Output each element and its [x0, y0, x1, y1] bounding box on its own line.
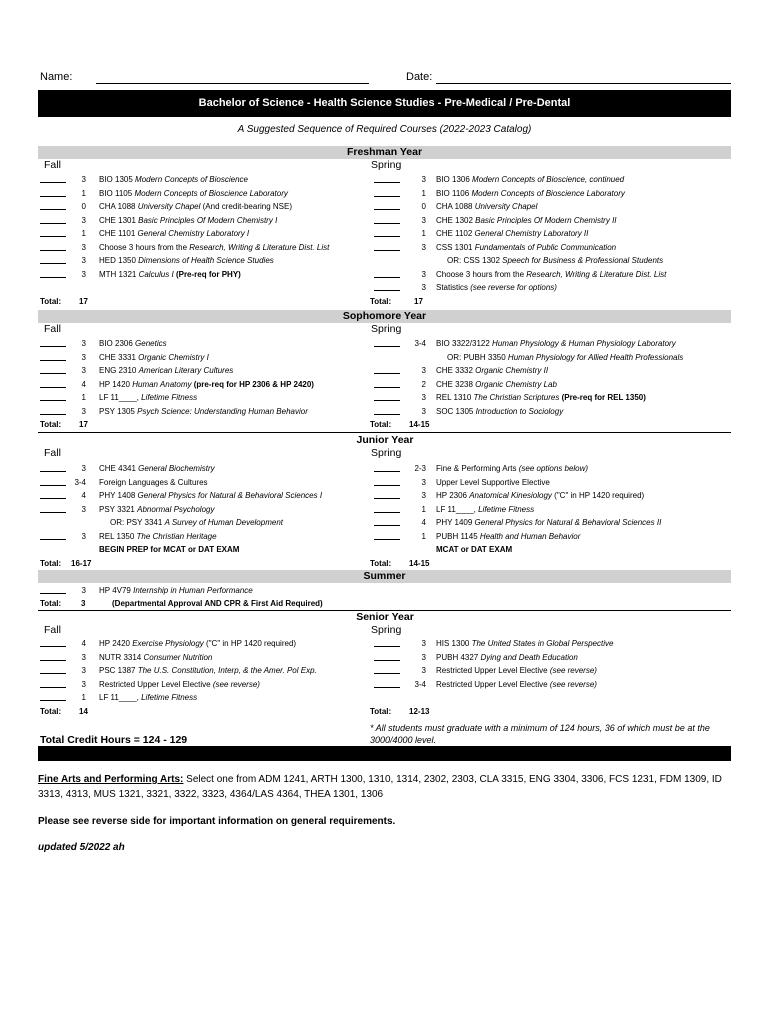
junior-fall-course-row: [40, 476, 390, 489]
credit-hours: 3: [81, 504, 86, 514]
course-name: CSS 1301 Fundamentals of Public Communication: [436, 242, 617, 252]
credit-hours: 3: [81, 679, 86, 689]
fine-arts-label: Fine Arts and Performing Arts:: [38, 774, 184, 785]
course-name: OR: PUBH 3350 Human Physiology for Allied Health Professionals: [447, 352, 684, 362]
course-name: OR: PSY 3341 A Survey of Human Development: [110, 518, 283, 527]
credit-hours: 3: [81, 666, 86, 675]
credit-hours: 3-4: [74, 477, 86, 487]
freshman-fall-course-row: [40, 173, 390, 186]
course-name: BIO 1306 Modern Concepts of Bioscience, continued: [436, 175, 625, 184]
total-value: 12-13: [409, 707, 430, 716]
total-value: 14-15: [409, 559, 430, 568]
course-name: PHY 1409 General Physics for Natural & Behavioral Sciences II: [436, 518, 662, 527]
senior-fall-course-row: [40, 637, 390, 650]
credit-hours: 3: [81, 256, 86, 265]
credit-hours: 2-3: [414, 464, 426, 473]
credit-hours: 3: [81, 175, 86, 184]
junior-fall-course-row: [40, 462, 390, 475]
sophomore-fall-course-row: [40, 351, 390, 364]
credit-hours: 0: [421, 202, 426, 211]
freshman-spring-course-row: [374, 227, 724, 240]
junior-fall-course-row: [40, 516, 390, 529]
senior-fall-course-row: [40, 678, 390, 691]
credit-hours: 4: [81, 491, 86, 500]
freshman-spring-course-row: [374, 254, 724, 267]
credit-hours: 3: [421, 491, 426, 500]
course-name: BIO 3322/3122 Human Physiology & Human Physiology Laboratory: [436, 339, 676, 348]
senior-spring-course-row: [374, 678, 724, 691]
credit-hours: 1: [81, 393, 86, 402]
total-value: 3: [81, 599, 86, 608]
course-name: Foreign Languages & Cultures: [99, 477, 208, 487]
course-name: Choose 3 hours from the Research, Writing & Literature Dist. List: [99, 242, 330, 252]
course-name: Restricted Upper Level Elective (see reverse): [436, 679, 597, 689]
credit-hours: 3: [81, 215, 86, 225]
course-name: REL 1350 The Christian Heritage: [99, 531, 217, 541]
course-name: ENG 2310 American Literary Cultures: [99, 366, 234, 375]
course-name: HED 1350 Dimensions of Health Science Studies: [99, 256, 274, 265]
freshman-fall-label: Fall: [44, 159, 61, 171]
freshman-fall-course-row: [40, 254, 390, 267]
junior-spring-course-row: [374, 516, 724, 529]
name-field[interactable]: [96, 83, 369, 84]
credit-hours: 3: [421, 393, 426, 402]
credit-hours: 1: [421, 188, 426, 198]
freshman-spring-course-row: [374, 173, 724, 186]
course-name: Upper Level Supportive Elective: [436, 477, 550, 487]
course-name: BEGIN PREP for MCAT or DAT EXAM: [99, 545, 240, 554]
sophomore-spring-course-row: [374, 351, 724, 364]
senior-spring-course-row: [374, 664, 724, 677]
sophomore-spring-course-row: [374, 337, 724, 350]
course-name: PSY 3321 Abnormal Psychology: [99, 504, 215, 514]
course-name: CHE 3332 Organic Chemistry II: [436, 366, 549, 375]
freshman-fall-course-row: [40, 268, 390, 281]
credit-hours: 0: [81, 202, 86, 211]
course-name: PSC 1387 The U.S. Constitution, Interp, & the Amer. Pol Exp.: [99, 666, 317, 675]
course-name: Statistics (see reverse for options): [436, 283, 557, 292]
junior-fall-course-row: [40, 530, 390, 543]
credit-hours: 1: [421, 531, 426, 541]
sophomore-fall-course-row: [40, 337, 390, 350]
credit-hours: 1: [81, 229, 86, 238]
freshman-spring-course-row: [374, 200, 724, 213]
section-freshman: Freshman Year: [38, 146, 731, 159]
sophomore-spring-label: Spring: [371, 323, 402, 335]
credit-hours: 3: [81, 242, 86, 252]
credit-hours: 2: [421, 379, 426, 389]
credit-hours: 3: [81, 352, 86, 362]
freshman-fall-course-row: [40, 200, 390, 213]
section-junior: Junior Year: [356, 434, 414, 446]
course-name: HP 1420 Human Anatomy (pre-req for HP 2306 & HP 2420): [99, 379, 314, 389]
page-subtitle: A Suggested Sequence of Required Courses (2022-2023 Catalog): [237, 124, 532, 135]
freshman-fall-course-row: [40, 241, 390, 254]
sophomore-fall-course-row: [40, 378, 390, 391]
junior-spring-course-row: [374, 489, 724, 502]
total-label: Total:: [40, 420, 62, 429]
section-senior: Senior Year: [356, 611, 414, 623]
sophomore-spring-course-row: [374, 391, 724, 404]
freshman-spring-course-row: [374, 268, 724, 281]
course-name: BIO 1305 Modern Concepts of Bioscience: [99, 175, 248, 184]
course-name: Restricted Upper Level Elective (see reverse): [436, 666, 597, 675]
course-name: PUBH 1145 Health and Human Behavior: [436, 531, 581, 541]
total-value: 16-17: [71, 559, 92, 568]
reverse-note: Please see reverse side for important information on general requirements.: [38, 816, 396, 827]
credit-hours: 3-4: [414, 679, 426, 689]
credit-hours: 3: [421, 406, 426, 416]
course-name: CHA 1088 University Chapel (And credit-bearing NSE): [99, 202, 292, 211]
course-name: CHE 1301 Basic Principles Of Modern Chemistry I: [99, 215, 278, 225]
credit-hours: 3: [81, 531, 86, 541]
credit-hours: 3: [421, 477, 426, 487]
sophomore-spring-course-row: [374, 364, 724, 377]
course-name: LF 11____, Lifetime Fitness: [99, 393, 198, 402]
freshman-fall-course-row: [40, 227, 390, 240]
page-title: Bachelor of Science - Health Science Studies - Pre-Medical / Pre-Dental: [38, 90, 731, 117]
credit-hours: 3: [81, 464, 86, 473]
total-label: Total:: [370, 707, 392, 716]
graduation-note: * All students must graduate with a minimum of 124 hours, 36 of which must be at the 3000/4000 level.: [370, 723, 710, 745]
junior-spring-course-row: [374, 476, 724, 489]
total-label: Total:: [370, 297, 392, 306]
senior-fall-course-row: [40, 651, 390, 664]
course-name: CHE 4341 General Biochemistry: [99, 464, 215, 473]
course-name: LF 11____, Lifetime Fitness: [99, 693, 198, 702]
credit-hours: 3: [421, 366, 426, 375]
credit-hours: 1: [421, 504, 426, 514]
total-label: Total:: [370, 420, 392, 429]
junior-spring-course-row: [374, 462, 724, 475]
sophomore-fall-course-row: [40, 391, 390, 404]
updated-note: updated 5/2022 ah: [38, 842, 125, 853]
course-name: HP 4V79 Internship in Human Performance: [99, 586, 253, 595]
name-label: Name:: [40, 71, 73, 83]
total-value: 17: [414, 297, 423, 306]
course-name: MCAT or DAT EXAM: [436, 545, 513, 554]
junior-spring-label: Spring: [371, 447, 402, 459]
sophomore-spring-course-row: [374, 378, 724, 391]
senior-spring-course-row: [374, 637, 724, 650]
course-name: CHE 1302 Basic Principles Of Modern Chemistry II: [436, 215, 617, 225]
junior-fall-label: Fall: [44, 447, 61, 459]
course-name: PHY 1408 General Physics for Natural & Behavioral Sciences I: [99, 491, 323, 500]
section-sophomore: Sophomore Year: [38, 310, 731, 323]
course-name: OR: CSS 1302 Speech for Business & Professional Students: [447, 256, 664, 265]
credit-hours: 3: [421, 652, 426, 662]
credit-hours: 3: [81, 269, 86, 279]
summer-note: (Departmental Approval AND CPR & First Aid Required): [112, 599, 323, 608]
total-label: Total:: [40, 599, 62, 608]
freshman-spring-course-row: [374, 241, 724, 254]
course-name: Restricted Upper Level Elective (see reverse): [99, 679, 260, 689]
total-label: Total:: [40, 707, 62, 716]
total-credit-hours: Total Credit Hours = 124 - 129: [40, 734, 188, 746]
credit-hours: 1: [421, 229, 426, 238]
course-name: PSY 1305 Psych Science: Understanding Human Behavior: [99, 406, 308, 416]
credit-hours: 3-4: [414, 339, 426, 348]
total-label: Total:: [40, 559, 62, 568]
junior-fall-course-row: [40, 489, 390, 502]
credit-hours: 3: [421, 666, 426, 675]
course-name: PUBH 4327 Dying and Death Education: [436, 652, 578, 662]
course-name: REL 1310 The Christian Scriptures (Pre-req for REL 1350): [436, 393, 646, 402]
junior-fall-course-row: [40, 543, 390, 556]
senior-fall-label: Fall: [44, 624, 61, 636]
course-name: MTH 1321 Calculus I (Pre-req for PHY): [99, 269, 241, 279]
course-name: CHA 1088 University Chapel: [436, 202, 538, 211]
credit-hours: 1: [81, 188, 86, 198]
course-name: HP 2306 Anatomical Kinesiology ("C" in HP 1420 required): [436, 491, 645, 500]
section-summer: Summer: [38, 570, 731, 583]
date-label: Date:: [406, 71, 433, 83]
credit-hours: 4: [81, 379, 86, 389]
summer-course-row: [40, 584, 390, 597]
divider-bar: [38, 746, 731, 761]
credit-hours: 4: [421, 518, 426, 527]
sophomore-spring-course-row: [374, 405, 724, 418]
credit-hours: 3: [421, 639, 426, 648]
total-value: 14: [79, 707, 88, 716]
credit-hours: 3: [421, 242, 426, 252]
junior-fall-course-row: [40, 503, 390, 516]
course-name: CHE 3331 Organic Chemistry I: [99, 352, 209, 362]
credit-hours: 3: [81, 406, 86, 416]
total-value: 17: [79, 420, 88, 429]
senior-fall-course-row: [40, 664, 390, 677]
credit-hours: 3: [421, 283, 426, 292]
total-value: 17: [79, 297, 88, 306]
course-name: BIO 1105 Modern Concepts of Bioscience Laboratory: [99, 188, 288, 198]
credit-hours: 3: [81, 339, 86, 348]
section-divider: [38, 432, 731, 433]
course-name: CHE 3238 Organic Chemistry Lab: [436, 379, 557, 389]
freshman-fall-course-row: [40, 187, 390, 200]
freshman-spring-course-row: [374, 281, 724, 294]
credit-hours: 3: [81, 652, 86, 662]
course-name: Choose 3 hours from the Research, Writing & Literature Dist. List: [436, 269, 667, 279]
credit-hours: 3: [81, 586, 86, 595]
junior-spring-course-row: [374, 503, 724, 516]
junior-spring-course-row: [374, 543, 724, 556]
course-name: LF 11____, Lifetime Fitness: [436, 504, 535, 514]
course-name: CHE 1101 General Chemistry Laboratory I: [99, 229, 250, 238]
course-name: NUTR 3314 Consumer Nutrition: [99, 652, 213, 662]
course-name: SOC 1305 Introduction to Sociology: [436, 406, 564, 416]
senior-fall-course-row: [40, 691, 390, 704]
sophomore-fall-course-row: [40, 405, 390, 418]
credit-hours: 3: [421, 215, 426, 225]
freshman-spring-course-row: [374, 187, 724, 200]
course-name: HP 2420 Exercise Physiology ("C" in HP 1420 required): [99, 639, 297, 648]
fine-arts-paragraph: [38, 772, 738, 802]
course-name: CHE 1102 General Chemistry Laboratory II: [436, 229, 589, 238]
sophomore-fall-label: Fall: [44, 323, 61, 335]
credit-hours: 3: [421, 175, 426, 184]
credit-hours: 4: [81, 639, 86, 648]
credit-hours: 1: [81, 693, 86, 702]
total-value: 14-15: [409, 420, 430, 429]
date-field[interactable]: [436, 83, 731, 84]
freshman-spring-course-row: [374, 214, 724, 227]
course-name: Fine & Performing Arts (see options below): [436, 464, 589, 473]
senior-spring-course-row: [374, 651, 724, 664]
credit-hours: 3: [81, 366, 86, 375]
freshman-spring-label: Spring: [371, 159, 402, 171]
total-label: Total:: [40, 297, 62, 306]
course-name: BIO 1106 Modern Concepts of Bioscience Laboratory: [436, 188, 625, 198]
freshman-fall-course-row: [40, 214, 390, 227]
sophomore-fall-course-row: [40, 364, 390, 377]
course-name: HIS 1300 The United States in Global Perspective: [436, 639, 614, 648]
junior-spring-course-row: [374, 530, 724, 543]
total-label: Total:: [370, 559, 392, 568]
fine-arts-text: Select one from ADM 1241, ARTH 1300, 1310, 1314, 2302, 2303, CLA 3315, ENG 3304, 3306, FCS 1231, FDM 1309, ID 3313, 4313, MUS 1321, 3321, 3322, 3323, 4364/LAS 4364, THEA 1301, 1306: [38, 774, 722, 800]
credit-hours: 3: [421, 269, 426, 279]
course-name: BIO 2306 Genetics: [99, 339, 167, 348]
senior-spring-label: Spring: [371, 624, 402, 636]
